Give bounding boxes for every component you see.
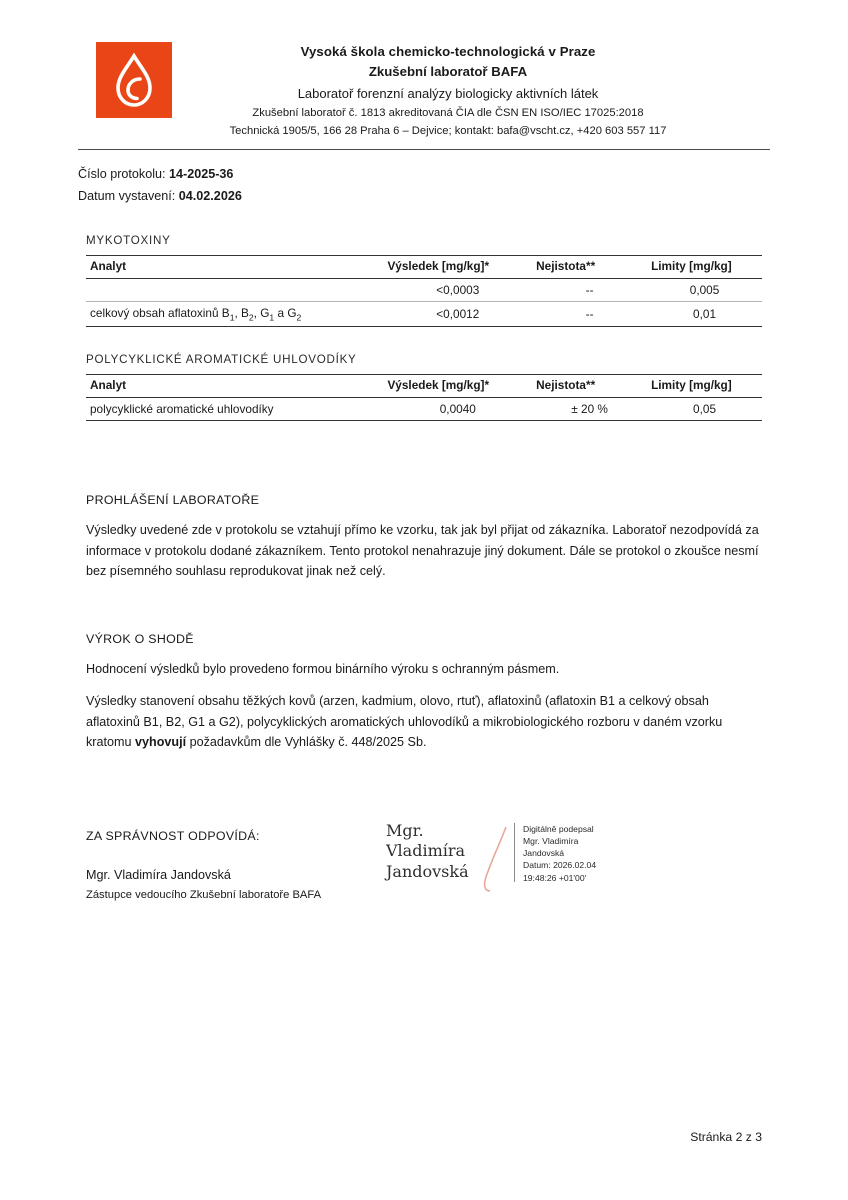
table-body-pau: [86, 398, 762, 421]
verdict-text-emphasis: vyhovují: [135, 735, 187, 750]
cell-vysledek: <0,0012: [383, 301, 532, 326]
section-mykotoxiny: [86, 234, 762, 327]
document-header: [78, 0, 770, 140]
signature-script-text: [386, 821, 504, 882]
header-text-block: [172, 42, 770, 140]
vscht-logo-icon: [96, 42, 172, 118]
section-conformity-verdict: [86, 632, 762, 753]
cell-analyt: [86, 278, 383, 301]
section-title-pau: POLYCYKLICKÉ AROMATICKÉ UHLOVODÍKY: [86, 353, 357, 367]
stamp-divider: [514, 823, 515, 882]
laboratory-name: Zkušební laboratoř BAFA: [368, 63, 528, 79]
signature-metadata: [523, 821, 596, 884]
protocol-number-label: Číslo protokolu:: [78, 167, 166, 182]
table-header-row: [86, 255, 762, 278]
column-header-nejistota: Nejistota**: [532, 375, 647, 398]
verdict-title: VÝROK O SHODĚ: [86, 631, 194, 646]
table-header-row: [86, 375, 762, 398]
cell-analyt: polycyklické aromatické uhlovodíky: [86, 398, 383, 421]
cell-nejistota: --: [532, 278, 647, 301]
column-header-limity: Limity [mg/kg]: [647, 255, 762, 278]
signature-meta-line-5: 19:48:26 +01'00': [523, 872, 587, 883]
signature-meta-line-1: Digitálně podepsal: [523, 823, 594, 834]
issue-date-row: [78, 186, 770, 208]
cell-nejistota: ± 20 %: [532, 398, 647, 421]
digital-signature-stamp: [386, 821, 676, 884]
address-contact-line: Technická 1905/5, 166 28 Praha 6 – Dejvice; kontakt: bafa@vscht.cz, +420 603 557 117: [229, 125, 667, 138]
header-divider: [78, 149, 770, 150]
column-header-nejistota: Nejistota**: [532, 255, 647, 278]
signature-meta-line-2: Mgr. Vladimíra: [523, 835, 579, 846]
protocol-meta: [78, 164, 770, 207]
cell-vysledek: <0,0003: [383, 278, 532, 301]
table-row: [86, 398, 762, 421]
section-title-mykotoxiny: MYKOTOXINY: [86, 233, 171, 247]
verdict-paragraph-2: [86, 691, 762, 753]
accreditation-line: Zkušební laboratoř č. 1813 akreditovaná ČIA dle ČSN EN ISO/IEC 17025:2018: [252, 107, 644, 120]
page-number: Stránka 2 z 3: [690, 1130, 762, 1144]
column-header-analyt: Analyt: [86, 375, 383, 398]
verdict-text-pre: Výsledky stanovení obsahu těžkých kovů (arzen, kadmium, olovo, rtuť), aflatoxinů (aflatoxin B1 a celkový obsah aflatoxinů B1, B2, G1 a G2), polycyklických aromatických uhlovodíků a mikrobiologického rozboru v daném vzorku kratomu: [86, 694, 723, 750]
verdict-paragraph-1: Hodnocení výsledků bylo provedeno formou binárního výroku s ochranným pásmem.: [86, 661, 560, 676]
protocol-number-value: 14-2025-36: [169, 167, 234, 182]
issue-date-value: 04.02.2026: [178, 189, 242, 204]
signature-flourish-icon: [480, 825, 510, 895]
results-table-pau: [86, 374, 762, 421]
cell-limity: 0,01: [647, 301, 762, 326]
cell-analyt: celkový obsah aflatoxinů $B_1$, $B_2$, $G_1$ a $G_2$: [86, 301, 383, 326]
table-body-mykotoxiny: [86, 278, 762, 326]
signature-meta-line-3: Jandovská: [523, 848, 565, 859]
signature-title: ZA SPRÁVNOST ODPOVÍDÁ:: [86, 828, 260, 843]
signatory-role: Zástupce vedoucího Zkušební laboratoře BAFA: [86, 889, 322, 902]
table-row: [86, 301, 762, 326]
cell-vysledek: 0,0040: [383, 398, 532, 421]
results-table-mykotoxiny: [86, 255, 762, 327]
cell-nejistota: --: [532, 301, 647, 326]
institution-name: Vysoká škola chemicko-technologická v Praze: [300, 44, 596, 59]
laboratory-fullname: Laboratoř forenzní analýzy biologicky aktivních látek: [297, 85, 599, 101]
statement-title: PROHLÁŠENÍ LABORATOŘE: [86, 493, 260, 508]
column-header-vysledek: Výsledek [mg/kg]*: [383, 375, 532, 398]
signature-script-line-1: Mgr.: [386, 820, 424, 840]
signature-area: [86, 820, 762, 949]
section-laboratory-statement: [86, 493, 762, 582]
section-pau: [86, 353, 762, 421]
column-header-limity: Limity [mg/kg]: [647, 375, 762, 398]
signature-script-line-3: Jandovská: [386, 861, 469, 881]
issue-date-label: Datum vystavení:: [78, 189, 176, 204]
column-header-vysledek: Výsledek [mg/kg]*: [383, 255, 532, 278]
verdict-text-post: požadavkům dle Vyhlášky č. 448/2025 Sb.: [186, 735, 427, 750]
signature-script-line-2: Vladimíra: [386, 841, 466, 861]
cell-limity: 0,05: [647, 398, 762, 421]
statement-paragraph: Výsledky uvedené zde v protokolu se vztahují přímo ke vzorku, tak jak byl přijat od zákazníka. Laboratoř nezodpovídá za informace v protokolu dodané zákazníkem. Tento protokol nenahrazuje jiný dokument. Dále se protokol o zkoušce nesmí bez písemného souhlasu reprodukovat jinak než celý.: [86, 523, 759, 579]
cell-limity: 0,005: [647, 278, 762, 301]
signature-meta-line-4: Datum: 2026.02.04: [523, 860, 597, 871]
protocol-number-row: [78, 164, 770, 186]
column-header-analyt: Analyt: [86, 255, 383, 278]
table-row: [86, 278, 762, 301]
signatory-name: Mgr. Vladimíra Jandovská: [86, 867, 231, 882]
